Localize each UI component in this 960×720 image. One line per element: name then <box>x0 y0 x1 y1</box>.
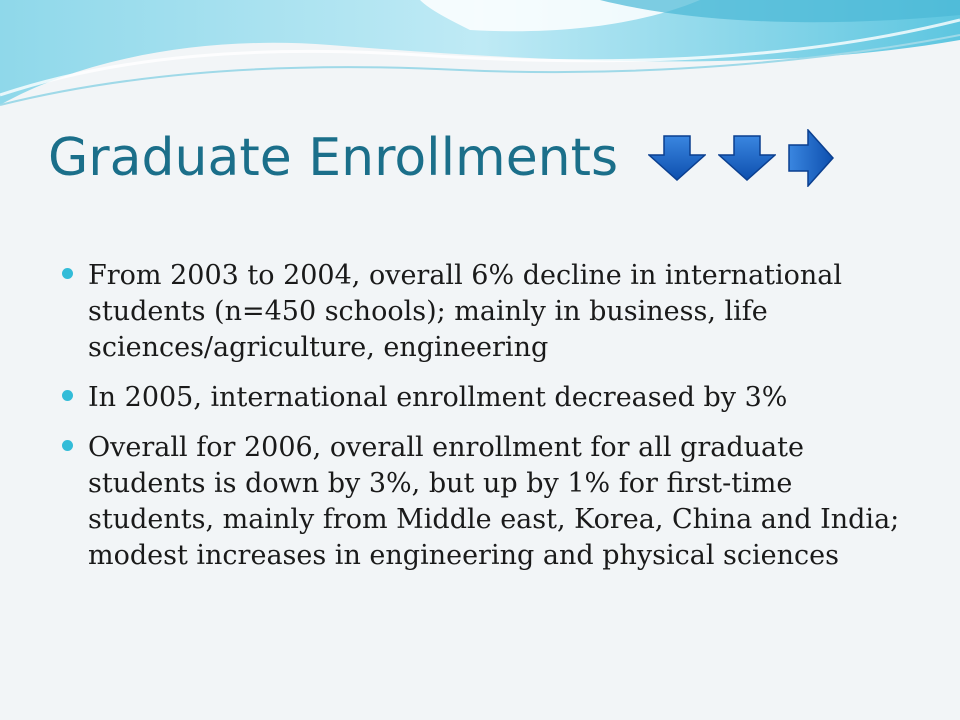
bullet-dot-icon <box>62 268 73 279</box>
bullet-list <box>62 258 922 588</box>
arrow-right-icon <box>788 129 834 187</box>
bullet-text: Overall for 2006, overall enrollment for all graduate students is down by 3%, but up by 1% for first-time students, mainly from Middle east, Korea, China and India; modest increases in engineering and physical sciences <box>88 432 900 571</box>
arrow-down-icon <box>718 135 776 181</box>
arrow-down-icon <box>648 135 706 181</box>
bullet-text: From 2003 to 2004, overall 6% decline in international students (n=450 schools); mainly in business, life sciences/agriculture, engineering <box>88 260 843 363</box>
bullet-item <box>62 380 922 416</box>
bullet-dot-icon <box>62 440 73 451</box>
bullet-dot-icon <box>62 390 73 401</box>
bullet-text: In 2005, international enrollment decreased by 3% <box>88 382 788 413</box>
bullet-item <box>62 258 922 366</box>
slide-title: Graduate Enrollments <box>48 128 619 188</box>
wave-header-decoration <box>0 0 960 120</box>
title-row <box>48 118 846 198</box>
arrow-group <box>648 129 846 187</box>
bullet-item <box>62 430 922 574</box>
